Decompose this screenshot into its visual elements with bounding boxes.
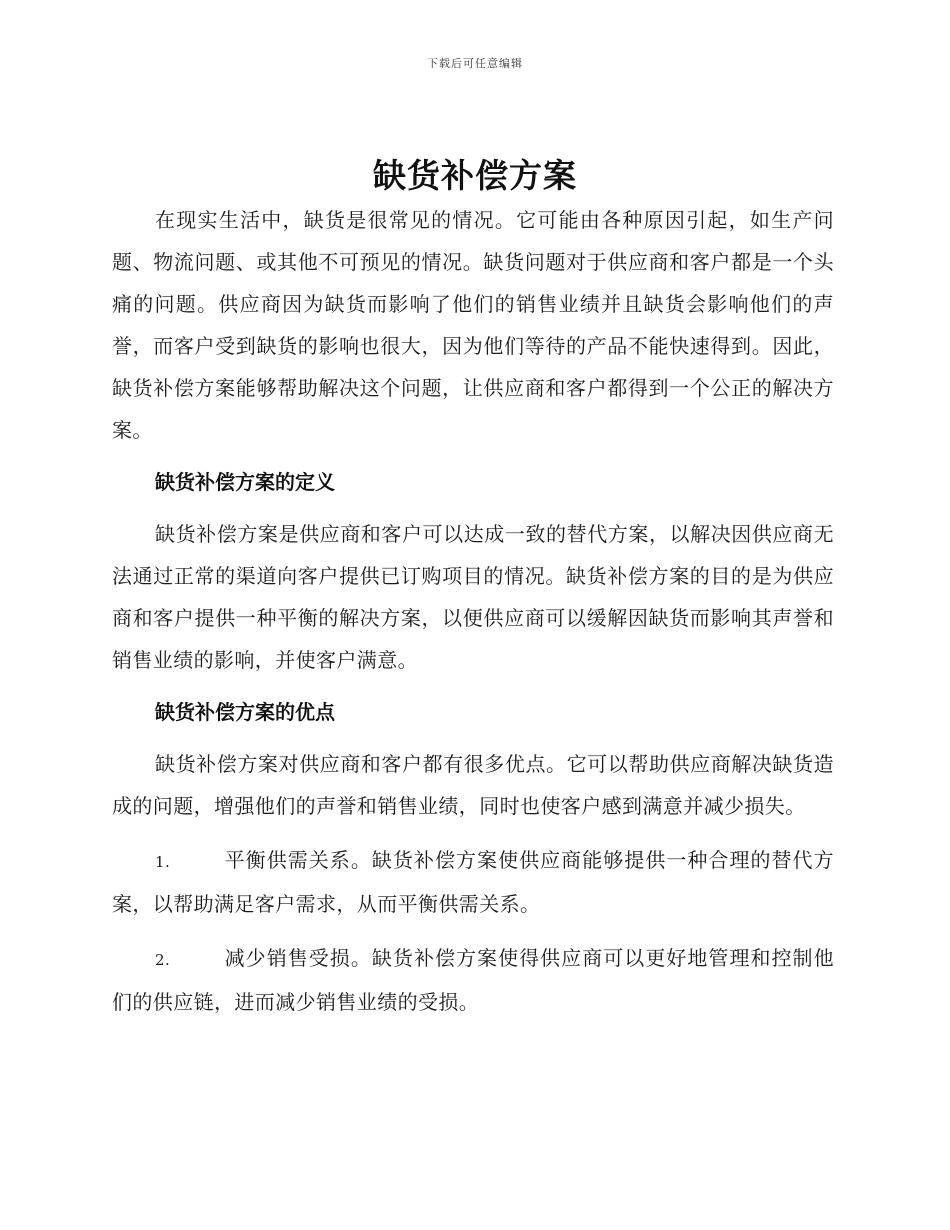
advantages-paragraph: 缺货补偿方案对供应商和客户都有很多优点。它可以帮助供应商解决缺货造成的问题，增强他们的声誉和销售业绩，同时也使客户感到满意并减少损失。 xyxy=(112,752,834,818)
list-item xyxy=(112,839,834,925)
section-heading-definition: 缺货补偿方案的定义 xyxy=(155,470,335,494)
document-title: 缺货补偿方案 xyxy=(373,156,577,195)
list-number: 2. xyxy=(155,951,171,969)
list-item-text: 减少销售受损。缺货补偿方案使得供应商可以更好地管理和控制他们的供应链，进而减少销售业绩的受损。 xyxy=(112,946,834,1014)
page-header-note: 下载后可任意编辑 xyxy=(427,57,523,70)
definition-paragraph: 缺货补偿方案是供应商和客户可以达成一致的替代方案，以解决因供应商无法通过正常的渠道向客户提供已订购项目的情况。缺货补偿方案的目的是为供应商和客户提供一种平衡的解决方案，以便供应商可以缓解因缺货而影响其声誉和销售业绩的影响，并使客户满意。 xyxy=(112,522,834,672)
document-body xyxy=(112,199,834,1023)
intro-paragraph: 在现实生活中，缺货是很常见的情况。它可能由各种原因引起，如生产问题、物流问题、或其他不可预见的情况。缺货问题对于供应商和客户都是一个头痛的问题。供应商因为缺货而影响了他们的销售业绩并且缺货会影响他们的声誉，而客户受到缺货的影响也很大，因为他们等待的产品不能快速得到。因此，缺货补偿方案能够帮助解决这个问题，让供应商和客户都得到一个公正的解决方案。 xyxy=(112,208,834,442)
section-heading-advantages: 缺货补偿方案的优点 xyxy=(155,700,335,724)
list-number: 1. xyxy=(155,853,171,871)
list-item xyxy=(112,937,834,1023)
list-item-text: 平衡供需关系。缺货补偿方案使供应商能够提供一种合理的替代方案，以帮助满足客户需求，从而平衡供需关系。 xyxy=(112,848,834,916)
